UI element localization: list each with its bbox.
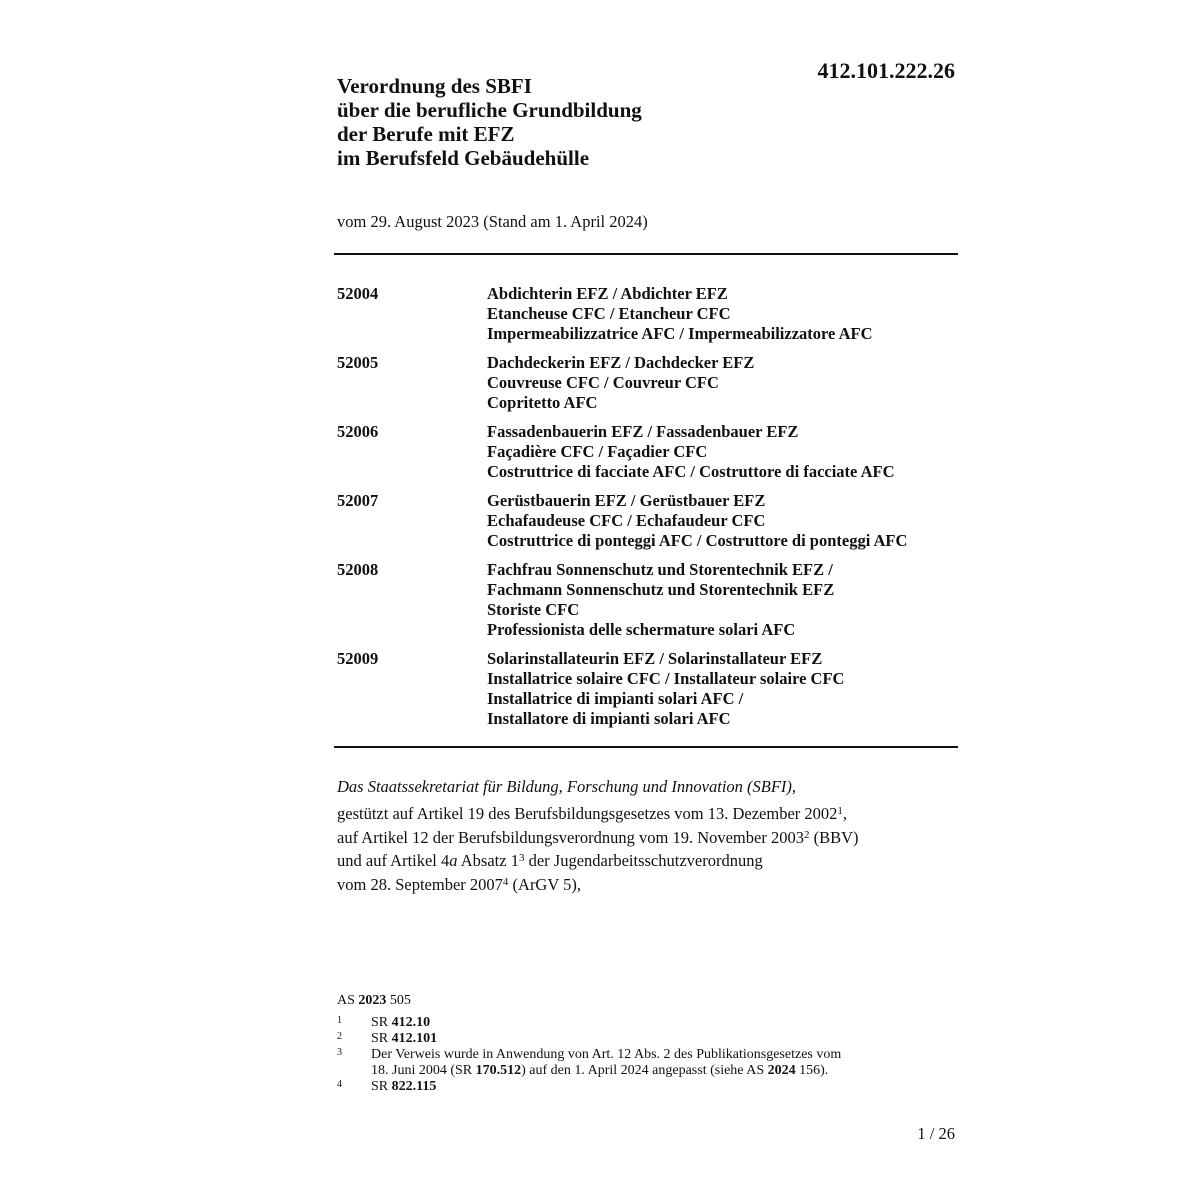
footnote [337,1031,957,1047]
as-page: 505 [386,993,411,1008]
footnote-text [371,1015,430,1031]
sr-number: 412.101.222.26 [817,58,955,83]
footnote-line: Der Verweis wurde in Anwendung von Art. 12 Abs. 2 des Publikationsgesetzes vom [371,1047,842,1062]
footnote [337,1079,957,1095]
profession-row [337,649,967,729]
profession-code: 52006 [337,422,379,441]
profession-name: Fachfrau Sonnenschutz und Storentechnik EFZ / [487,560,833,579]
profession-name: Fachmann Sonnenschutz und Storentechnik EFZ [487,580,835,599]
footnote-ref[interactable]: 2 [803,828,810,841]
footnote-text [371,1079,436,1095]
footnote-text [371,1047,841,1079]
preamble-line [337,801,859,825]
footnote-prefix: SR [371,1015,392,1030]
title-line: im Berufsfeld Gebäudehülle [337,146,590,170]
profession-name: Storiste CFC [487,600,580,619]
footnote-prefix: SR [371,1079,392,1094]
preamble-text: gestützt auf Artikel 19 des Berufsbildungsgesetzes vom 13. Dezember 2002 [337,804,838,823]
profession-names [487,422,895,482]
preamble-text: und auf Artikel 4 [337,851,450,870]
title-line: der Berufe mit EFZ [337,122,515,146]
preamble-text: auf Artikel 12 der Berufsbildungsverordnung vom 19. November 2003 [337,827,804,847]
footnote-number: 1 [337,1015,342,1026]
profession-name: Solarinstallateurin EFZ / Solarinstallateur EFZ [487,649,823,668]
preamble-text: Absatz 1 [457,851,519,870]
as-reference [337,993,411,1009]
footnote-text [371,1031,437,1047]
footnote-text-part: ) auf den 1. April 2024 angepasst (siehe AS [521,1063,768,1078]
title-line: über die berufliche Grundbildung [337,98,642,122]
footnotes [337,1015,957,1095]
profession-name: Installatrice di impianti solari AFC / [487,689,744,708]
profession-name: Fassadenbauerin EFZ / Fassadenbauer EFZ [487,422,799,441]
professions-table [337,284,967,738]
profession-name: Gerüstbauerin EFZ / Gerüstbauer EFZ [487,491,766,510]
profession-names [487,284,873,344]
title-line: Verordnung des SBFI [337,74,532,98]
profession-name: Impermeabilizzatrice AFC / Impermeabilizzatore AFC [487,324,873,343]
profession-name: Couvreuse CFC / Couvreur CFC [487,373,719,392]
preamble-text: vom 28. September 2007 [337,874,503,894]
profession-name: Etancheuse CFC / Etancheur CFC [487,304,731,323]
footnote-text-part: 18. Juni 2004 (SR [371,1063,476,1078]
footnote-sr-link[interactable]: 412.101 [391,1031,438,1046]
profession-name: Installatore di impianti solari AFC [487,709,731,728]
profession-name: Costruttrice di ponteggi AFC / Costruttore di ponteggi AFC [487,531,908,550]
footnote-line [371,1063,841,1079]
preamble-text: a [449,851,458,870]
profession-name: Dachdeckerin EFZ / Dachdecker EFZ [487,353,755,372]
preamble-line [337,825,859,849]
profession-name: Façadière CFC / Façadier CFC [487,442,708,461]
profession-name: Costruttrice di facciate AFC / Costruttore di facciate AFC [487,462,895,481]
footnote-ref[interactable]: 3 [518,852,525,864]
footnote-as-link[interactable]: 2024 [767,1063,796,1078]
preamble-line [337,848,859,872]
preamble-text: (BBV) [809,827,859,847]
preamble-text: der Jugendarbeitsschutzverordnung [524,851,763,870]
profession-code: 52005 [337,353,379,372]
profession-names [487,560,834,640]
footnote-sr-link[interactable]: 822.115 [391,1079,437,1094]
footnote-number: 2 [337,1031,342,1042]
profession-code: 52009 [337,649,379,668]
profession-names [487,491,907,551]
footnote-sr-link[interactable]: 170.512 [475,1063,522,1078]
profession-code: 52008 [337,560,379,579]
profession-row [337,284,967,344]
profession-name: Echafaudeuse CFC / Echafaudeur CFC [487,511,766,530]
document-title [337,74,757,170]
footnote-prefix: SR [371,1031,392,1046]
footnote-number: 4 [337,1079,342,1090]
profession-names [487,353,754,413]
preamble-line [337,872,859,896]
footnote-ref[interactable]: 4 [502,875,509,888]
preamble [337,801,859,895]
footnote-number: 3 [337,1047,342,1058]
date-line: vom 29. August 2023 (Stand am 1. April 2024) [337,212,648,231]
profession-row [337,491,967,551]
divider [334,253,958,255]
profession-code: 52007 [337,491,379,510]
profession-row [337,353,967,413]
page-number: 1 / 26 [917,1124,955,1143]
profession-name: Installatrice solaire CFC / Installateur solaire CFC [487,669,845,688]
footnote [337,1015,957,1031]
preamble-text: (ArGV 5), [508,874,581,894]
as-year: 2023 [358,993,387,1008]
as-prefix: AS [337,993,359,1008]
preamble-text: , [842,804,848,823]
profession-name: Copritetto AFC [487,393,598,412]
footnote-ref[interactable]: 1 [837,805,843,817]
footnote-text-part: 156). [795,1063,829,1078]
profession-name: Abdichterin EFZ / Abdichter EFZ [487,284,728,303]
profession-code: 52004 [337,284,379,303]
profession-row [337,422,967,482]
footnote [337,1047,957,1079]
profession-names [487,649,844,729]
profession-name: Professionista delle schermature solari AFC [487,620,796,639]
footnote-sr-link[interactable]: 412.10 [391,1015,431,1030]
divider [334,746,958,748]
profession-row [337,560,967,640]
preamble-intro: Das Staatssekretariat für Bildung, Forschung und Innovation (SBFI), [337,777,797,796]
